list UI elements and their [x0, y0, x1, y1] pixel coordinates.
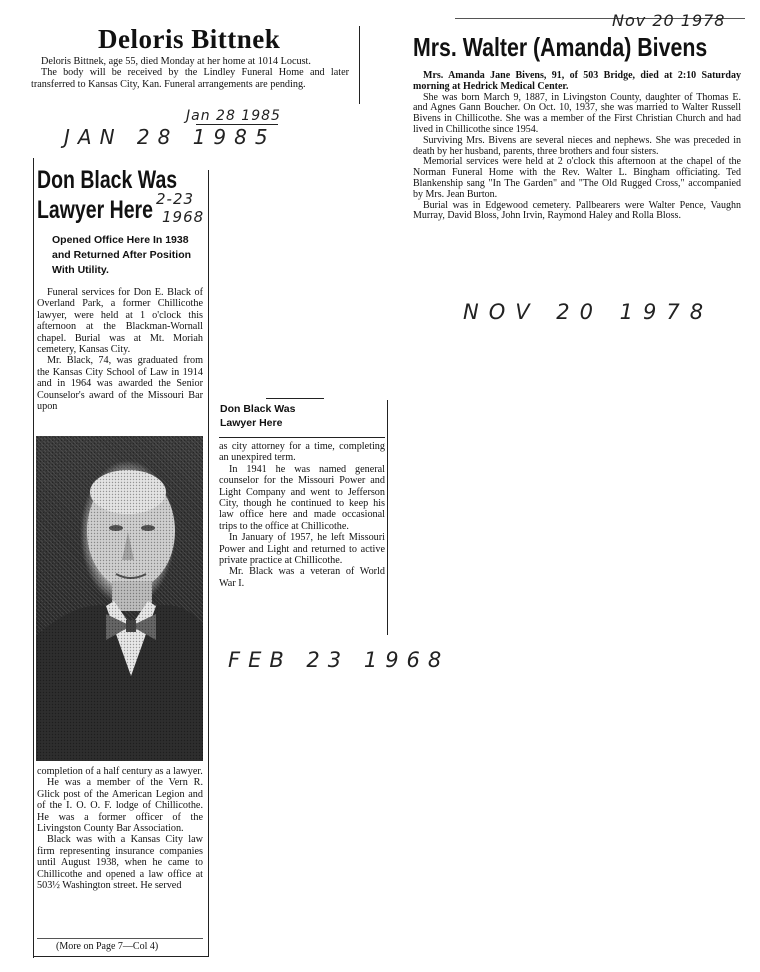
bivens-body [413, 71, 741, 222]
black-headline-line: Lawyer Here [37, 196, 153, 224]
handwritten-date: FEB 23 1968 [228, 648, 450, 672]
handwritten-date: 1968 [162, 208, 205, 226]
black-subhead: Opened Office Here In 1938 and Returned After Position With Utility. [52, 234, 192, 276]
handwritten-date: JAN 28 1985 [64, 125, 276, 149]
handwritten-date: NOV 20 1978 [463, 300, 714, 324]
cont-headline: Don Black Was Lawyer Here [220, 403, 296, 429]
handwritten-date: Nov 20 1978 [612, 11, 726, 30]
handwritten-date: Jan 28 1985 [186, 108, 281, 124]
cont-paragraph: as city attorney for a time, completing an unexpired term. [219, 441, 385, 464]
black-paragraph: He was a member of the Vern R. Glick post of the American Legion and of the I. O. O. F. lodge of Chillicothe. He was a former officer of the Livingston County Bar Association. [37, 777, 203, 835]
column-rule [208, 170, 209, 956]
black-paragraph: completion of a half century as a lawyer. [37, 766, 203, 777]
bivens-paragraph: Mrs. Amanda Jane Bivens, 91, of 503 Bridge, died at 2:10 Saturday morning at Hedrick Medical Center. [413, 70, 741, 92]
deloris-body [31, 56, 349, 90]
bivens-paragraph: Burial was in Edgewood cemetery. Pallbearers were Walter Pence, Vaughn Murray, David Bloss, John Irvin, Raymond Haley and Rolla Bloss. [413, 199, 741, 222]
portrait-photo [36, 436, 203, 761]
black-paragraph: Mr. Black, 74, was graduated from the Kansas City School of Law in 1914 and in 1964 was awarded the Senior Counselor's award of the Missouri Bar upon [37, 355, 203, 413]
bivens-headline: Mrs. Walter (Amanda) Bivens [413, 32, 708, 62]
cont-paragraph: In 1941 he was named general counselor for the Missouri Power and Light Company and went to Jefferson City, though he continued to keep his law office here and made occasional trips to the office at Chillicothe. [219, 463, 385, 532]
column-rule [359, 26, 360, 104]
continued-line: (More on Page 7—Col 4) [56, 941, 159, 952]
black-paragraph: Funeral services for Don E. Black of Overland Park, a former Chillicothe lawyer, were held at 1 o'clock this afternoon at the Blackman-Wornall chapel. Burial was at Mt. Moriah cemetery, Kansas City. [37, 287, 203, 356]
black-paragraph: Black was with a Kansas City law firm representing insurance companies until August 1938, when he came to Chillicothe and opened a law office at 503½ Washington street. He served [37, 834, 203, 892]
cont-paragraph: Mr. Black was a veteran of World War I. [219, 566, 385, 589]
bivens-paragraph: She was born March 9, 1887, in Livingston County, daughter of Thomas E. and Agnes Gann Boucher. On Oct. 10, 1937, she was married to Walter Russell Bivens in Chillicothe. She was a member of the First Christian Church and had lived in Chillicothe since 1954. [413, 91, 741, 135]
cont-top-rule [266, 398, 324, 399]
cont-body [219, 441, 385, 589]
portrait-illustration [36, 436, 203, 761]
deloris-paragraph: The body will be received by the Lindley Funeral Home and later transferred to Kansas City, Kan. Funeral arrangements are pending. [31, 67, 349, 90]
continued-rule [37, 938, 203, 939]
deloris-headline: Deloris Bittnek [98, 24, 281, 54]
column-rule [33, 158, 34, 958]
black-body-bottom [37, 766, 203, 891]
handwritten-date: 2-23 [156, 190, 195, 208]
bivens-paragraph: Memorial services were held at 2 o'clock this afternoon at the chapel of the Norman Funeral Home with the Rev. Walter L. Bingham officiating. Ted Blankenship sang "In The Garden" and "The Old Rugged Cross," accompanied by Mrs. Jean Burton. [413, 156, 741, 200]
bivens-paragraph: Surviving Mrs. Bivens are several nieces and nephews. She was preceded in death by her husband, parents, three brothers and four sisters. [413, 134, 741, 157]
cont-paragraph: In January of 1957, he left Missouri Power and Light and returned to active private practice at Chillicothe. [219, 532, 385, 567]
black-body-top [37, 287, 203, 412]
black-headline-line: Don Black Was [37, 166, 178, 194]
deloris-paragraph: Deloris Bittnek, age 55, died Monday at her home at 1014 Locust. [41, 56, 311, 67]
column-rule [387, 400, 388, 635]
bottom-rule [33, 956, 209, 957]
cont-headline-rule [219, 437, 385, 438]
